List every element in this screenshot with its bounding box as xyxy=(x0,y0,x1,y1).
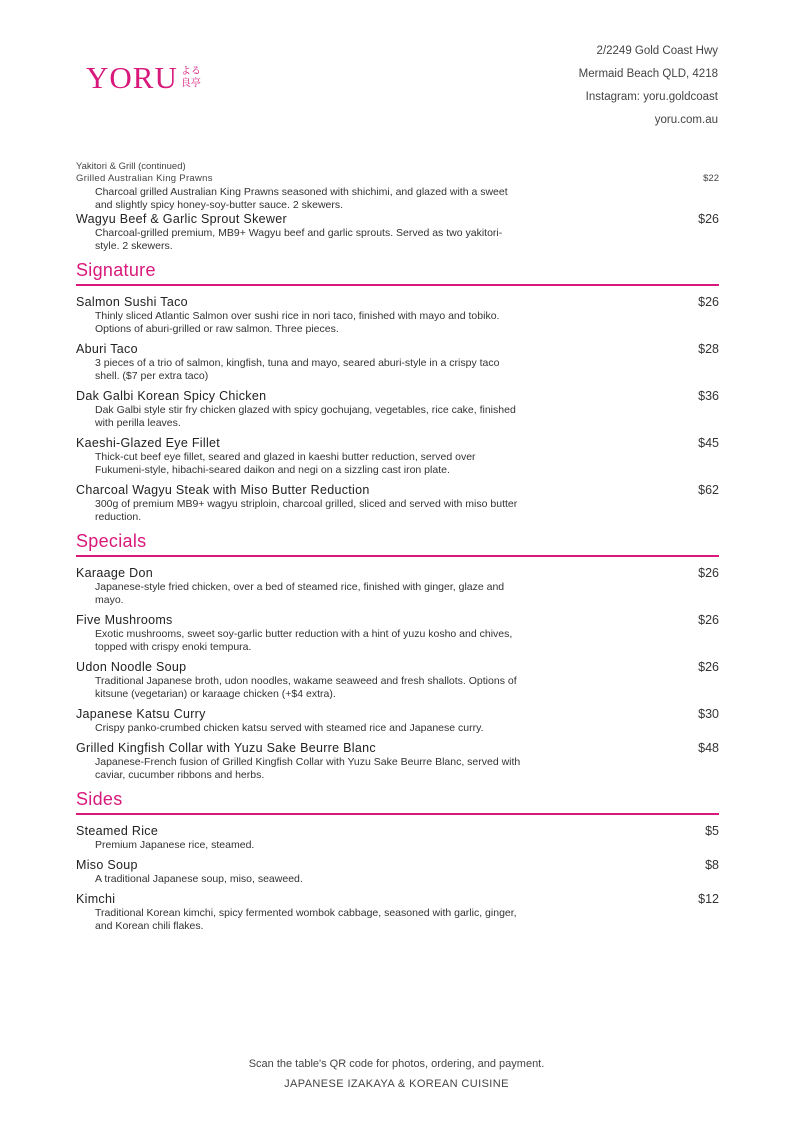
footer xyxy=(0,1054,793,1094)
menu-item xyxy=(76,342,719,383)
menu-item-name: Karaage Don xyxy=(76,566,153,580)
logo-kana xyxy=(181,66,201,90)
menu-item-description: Japanese-French fusion of Grilled Kingfish Collar with Yuzu Sake Beurre Blanc, served with caviar, cucumber ribbons and herbs. xyxy=(95,756,521,781)
menu-item xyxy=(76,824,719,852)
section-divider xyxy=(76,813,719,815)
menu-item-name: Grilled Australian King Prawns xyxy=(76,173,213,184)
menu-item-name: Wagyu Beef & Garlic Sprout Skewer xyxy=(76,212,287,226)
menu-item-name: Udon Noodle Soup xyxy=(76,660,187,674)
menu-item-name: Dak Galbi Korean Spicy Chicken xyxy=(76,389,267,403)
menu-item xyxy=(76,566,719,607)
menu-item xyxy=(76,389,719,430)
menu-item-name: Japanese Katsu Curry xyxy=(76,707,206,721)
menu-item-price: $26 xyxy=(698,566,719,580)
menu-item-description: A traditional Japanese soup, miso, seaweed. xyxy=(95,873,303,885)
menu-item xyxy=(76,660,719,701)
footer-note: Scan the table's QR code for photos, ordering, and payment. xyxy=(248,1058,545,1070)
menu-item-price: $22 xyxy=(703,173,719,184)
menu-item xyxy=(76,172,719,212)
menu-item-price: $48 xyxy=(698,741,719,755)
menu-item-price: $26 xyxy=(698,295,719,309)
menu-item-price: $26 xyxy=(698,613,719,627)
menu-item xyxy=(76,707,719,735)
menu-item-price: $62 xyxy=(698,483,719,497)
menu-item-description: Crispy panko-crumbed chicken katsu served with steamed rice and Japanese curry. xyxy=(95,722,484,734)
menu-item-description: Thick-cut beef eye fillet, seared and glazed in kaeshi butter reduction, served over Fukumeni-style, hibachi-seared daikon and negi on a sizzling cast iron plate. xyxy=(95,451,476,476)
menu-item-name: Kaeshi-Glazed Eye Fillet xyxy=(76,436,221,450)
menu-item-description: Charcoal grilled Australian King Prawns seasoned with shichimi, and glazed with a sweet and slightly spicy honey-soy-butter sauce. 2 skewers. xyxy=(95,186,508,211)
address-website: yoru.com.au xyxy=(654,114,718,126)
menu-item-price: $26 xyxy=(698,660,719,674)
menu-item-name: Salmon Sushi Taco xyxy=(76,295,188,309)
menu-item xyxy=(76,212,719,253)
section-title-specials: Specials xyxy=(76,531,147,551)
menu-item-price: $30 xyxy=(698,707,719,721)
menu-item-description: Exotic mushrooms, sweet soy-garlic butter reduction with a hint of yuzu kosho and chives, topped with crispy enoki tempura. xyxy=(95,628,513,653)
menu-item xyxy=(76,436,719,477)
footer-tagline: JAPANESE IZAKAYA & KOREAN CUISINE xyxy=(284,1078,509,1090)
address-street: 2/2249 Gold Coast Hwy xyxy=(596,45,718,57)
logo xyxy=(86,62,201,93)
menu-item-name: Aburi Taco xyxy=(76,342,138,356)
logo-kana-top: よる xyxy=(180,65,201,77)
menu-item xyxy=(76,741,719,782)
menu-item-description: Traditional Korean kimchi, spicy fermented wombok cabbage, seasoned with garlic, ginger, and Korean chili flakes. xyxy=(95,907,517,932)
menu-item-name: Five Mushrooms xyxy=(76,613,173,627)
menu-item-description: Thinly sliced Atlantic Salmon over sushi rice in nori taco, finished with mayo and tobiko. Options of aburi-grilled or raw salmon. Three pieces. xyxy=(95,310,500,335)
menu-item-description: Charcoal-grilled premium, MB9+ Wagyu beef and garlic sprouts. Served as two yakitori-style. 2 skewers. xyxy=(95,227,503,252)
menu-item-name: Grilled Kingfish Collar with Yuzu Sake Beurre Blanc xyxy=(76,741,376,755)
menu-item xyxy=(76,892,719,933)
menu-item-price: $28 xyxy=(698,342,719,356)
menu-item-name: Charcoal Wagyu Steak with Miso Butter Reduction xyxy=(76,483,370,497)
menu-content xyxy=(76,157,719,933)
section-title-sides: Sides xyxy=(76,789,123,809)
section-divider xyxy=(76,284,719,286)
menu-item-description: Premium Japanese rice, steamed. xyxy=(95,839,255,851)
menu-item-price: $45 xyxy=(698,436,719,450)
menu-item-price: $26 xyxy=(698,212,719,226)
menu-item-description: Japanese-style fried chicken, over a bed of steamed rice, finished with ginger, glaze and mayo. xyxy=(95,581,505,606)
menu-item xyxy=(76,858,719,886)
continued-section-title: Yakitori & Grill (continued) xyxy=(76,161,186,172)
menu-item xyxy=(76,613,719,654)
logo-wordmark: YORU xyxy=(86,60,178,95)
menu-item xyxy=(76,295,719,336)
logo-kana-bottom: 良亭 xyxy=(180,77,201,89)
menu-item-name: Kimchi xyxy=(76,892,116,906)
menu-item-price: $8 xyxy=(705,858,719,872)
section-title-signature: Signature xyxy=(76,260,156,280)
menu-item-price: $12 xyxy=(698,892,719,906)
menu-item-price: $36 xyxy=(698,389,719,403)
menu-item-description: Dak Galbi style stir fry chicken glazed with spicy gochujang, vegetables, rice cake, finished with perilla leaves. xyxy=(95,404,516,429)
menu-item-description: Traditional Japanese broth, udon noodles, wakame seaweed and fresh shallots. Options of kitsune (vegetarian) or karaage chicken (+$4 extra). xyxy=(95,675,517,700)
menu-item-description: 3 pieces of a trio of salmon, kingfish, tuna and mayo, seared aburi-style in a crispy taco shell. ($7 per extra taco) xyxy=(95,357,500,382)
menu-item-name: Steamed Rice xyxy=(76,824,159,838)
section-divider xyxy=(76,555,719,557)
menu-item-name: Miso Soup xyxy=(76,858,138,872)
menu-item xyxy=(76,483,719,524)
address-block xyxy=(579,40,718,132)
address-suburb: Mermaid Beach QLD, 4218 xyxy=(578,68,718,80)
menu-item-description: 300g of premium MB9+ wagyu striploin, charcoal grilled, sliced and served with miso butter reduction. xyxy=(95,498,518,523)
menu-item-price: $5 xyxy=(705,824,719,838)
address-instagram: Instagram: yoru.goldcoast xyxy=(585,91,718,103)
